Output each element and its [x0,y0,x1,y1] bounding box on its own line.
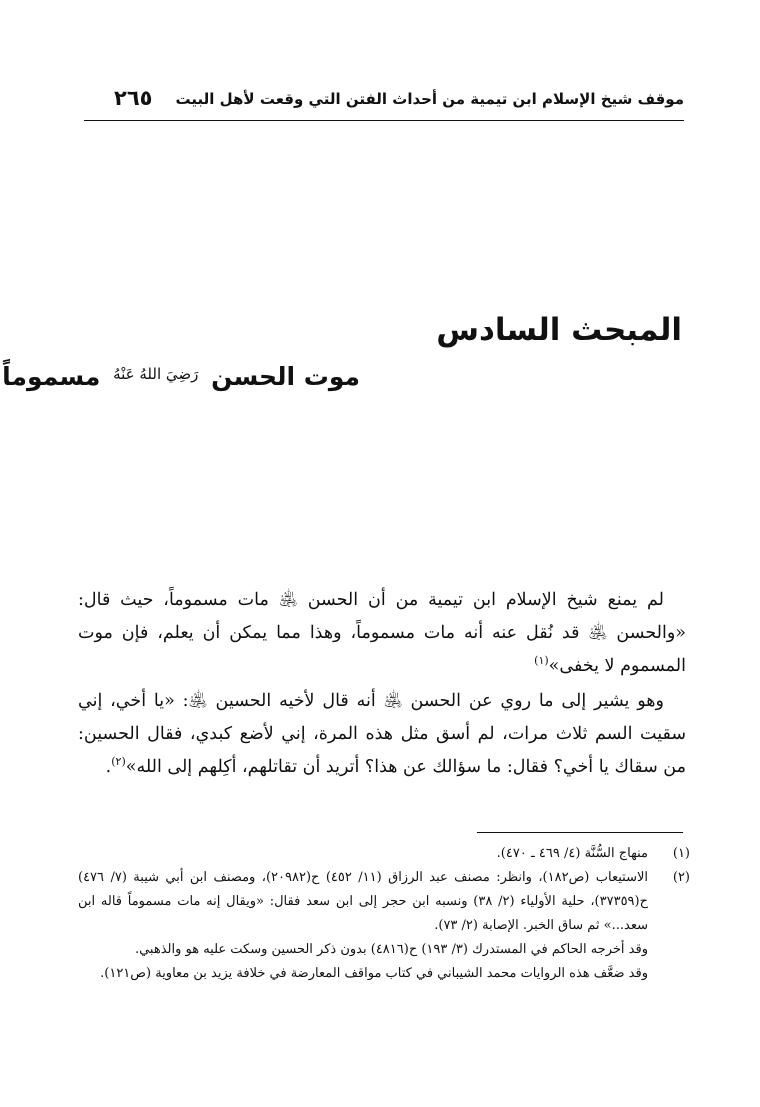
footnotes [78,842,690,986]
page-number: ٢٦٥ [114,86,153,110]
footnote-line: وقد ضعَّف هذه الروايات محمد الشيباني في كتاب مواقف المعارضة في خلافة يزيد بن معاوية (ص١٢١). [100,966,648,981]
footnote-2 [78,866,690,986]
paragraph-1 [78,584,686,683]
paragraph-1-text: لم يمنع شيخ الإسلام ابن تيمية من أن الحسن ﵁ مات مسموماً، حيث قال: «والحسن ﵁ قد نُقل عنه أنه مات مسموماً، وهذا مما يمكن أن يعلم، فإن موت المسموم لا يخفى» [78,590,686,676]
footnote-line: الاستيعاب (ص١٨٢)، وانظر: مصنف عبد الرزاق (١١/ ٤٥٢) ح(٢٠٩٨٢)، ومصنف ابن أبي شيبة (٧/ ٤٧٦) ح(٣٧٣٥٩)، حلية الأولياء (٢/ ٣٨) ونسبه ابن حجر إلى ابن سعد فقال: «ويقال إنه مات مسموماً قاله ابن سعد...» ثم ساق الخبر. الإصابة (٢/ ٧٣). [78,870,649,933]
footnote-separator [477,832,683,833]
footnote-1 [78,842,690,866]
footnote-body [78,842,648,866]
chapter-title-start: موت الحسن [211,362,360,391]
paragraph-2 [78,685,686,784]
section-heading: المبحث السادس [436,312,682,348]
chapter-title-end: مسموماً [2,362,101,391]
honorific-phrase: رَضِيَ اللهُ عَنْهُ [113,365,199,383]
header-rule [84,120,684,121]
footnote-ref-2: (٢) [111,755,126,769]
footnote-number: (٢) [672,870,690,885]
footnote-number: (١) [672,846,690,861]
paragraph-2-end: . [105,757,112,777]
body-text [78,584,686,784]
running-header [84,86,684,116]
chapter-title [2,362,360,391]
footnote-line: وقد أخرجه الحاكم في المستدرك (٣/ ١٩٣) ح(٤٨١٦) بدون ذكر الحسين وسكت عليه هو والذهبي. [134,942,648,957]
running-title: موقف شيخ الإسلام ابن تيمية من أحداث الفتن التي وقعت لأهل البيت [175,90,684,108]
paragraph-2-text: وهو يشير إلى ما روي عن الحسن ﵁ أنه قال لأخيه الحسين ﵁: «يا أخي، إني سقيت السم ثلاث مرات، لم أسق مثل هذه المرة، إني لأضع كبدي، فقال الحسين: من سقاك يا أخي؟ فقال: ما سؤالك عن هذا؟ أتريد أن تقاتلهم، أكِلهم إلى الله» [78,691,686,777]
footnote-body [78,866,648,986]
footnote-ref-1: (١) [534,654,549,668]
footnote-line: منهاج السُّنَّة (٤/ ٤٦٩ ـ ٤٧٠). [496,846,648,861]
